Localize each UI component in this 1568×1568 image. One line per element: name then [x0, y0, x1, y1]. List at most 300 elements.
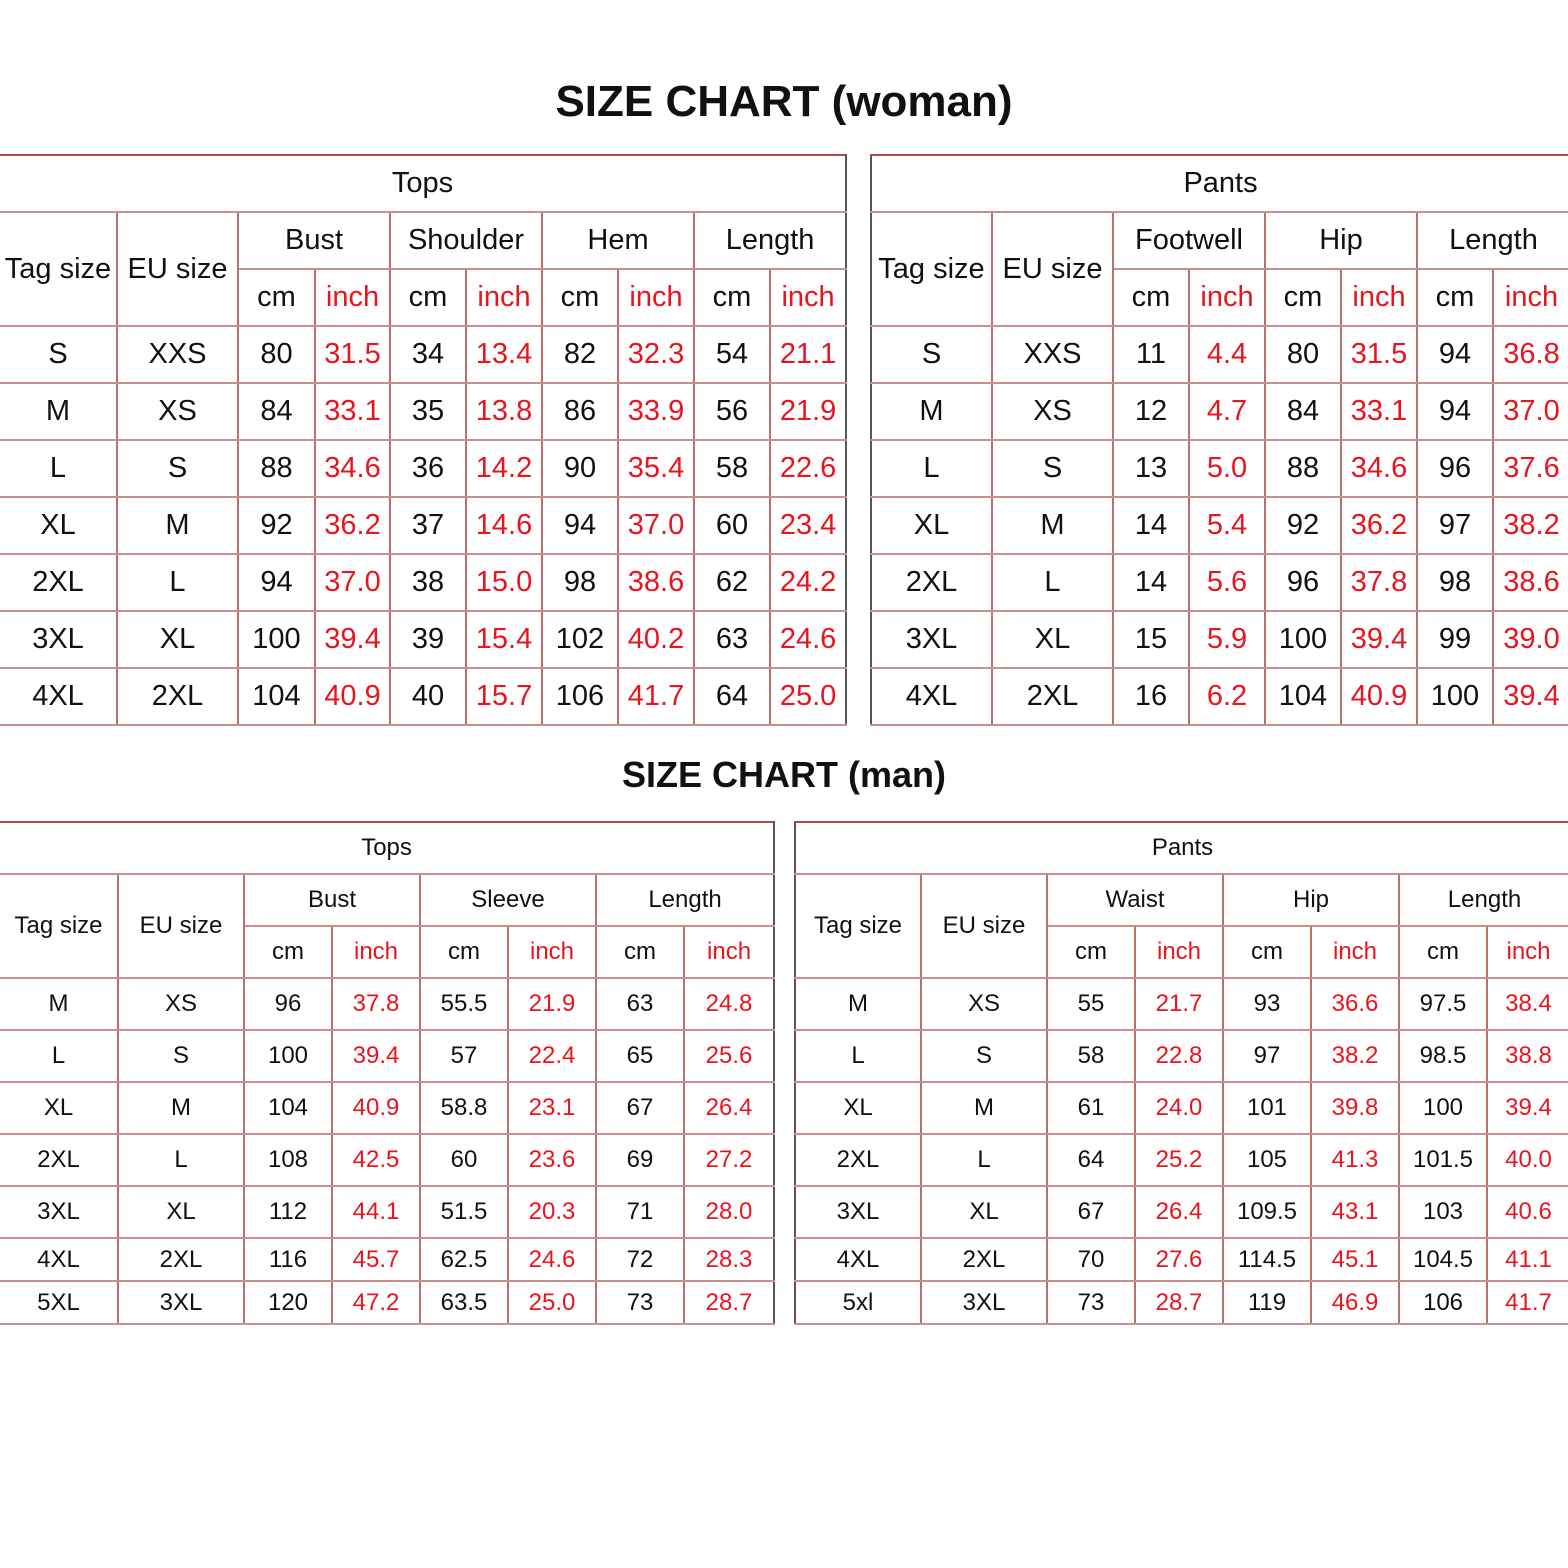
inch-value-cell: 34.6 [315, 440, 390, 497]
cm-value-cell: 108 [244, 1134, 332, 1186]
cm-value-cell: 96 [1265, 554, 1341, 611]
unit-cm: cm [1417, 269, 1493, 326]
inch-value-cell: 27.6 [1135, 1238, 1223, 1281]
cm-value-cell: 60 [420, 1134, 508, 1186]
cm-value-cell: 80 [238, 326, 315, 383]
inch-value-cell: 5.0 [1189, 440, 1265, 497]
group-header-length: Length [1417, 212, 1568, 269]
group-header-hip: Hip [1265, 212, 1417, 269]
cm-value-cell: 51.5 [420, 1186, 508, 1238]
cm-value-cell: 61 [1047, 1082, 1135, 1134]
cm-value-cell: 104 [238, 668, 315, 725]
unit-inch: inch [1341, 269, 1417, 326]
unit-cm: cm [420, 926, 508, 978]
eu-size-header: EU size [118, 874, 244, 978]
inch-value-cell: 22.8 [1135, 1030, 1223, 1082]
eu-size-header: EU size [992, 212, 1113, 326]
inch-value-cell: 26.4 [1135, 1186, 1223, 1238]
cm-value-cell: 94 [1417, 383, 1493, 440]
inch-value-cell: 40.0 [1487, 1134, 1568, 1186]
inch-value-cell: 21.7 [1135, 978, 1223, 1030]
inch-value-cell: 44.1 [332, 1186, 420, 1238]
cm-value-cell: 11 [1113, 326, 1189, 383]
tag-size-cell: 3XL [871, 611, 992, 668]
tag-size-header: Tag size [871, 212, 992, 326]
tag-size-cell: S [0, 326, 117, 383]
unit-inch: inch [332, 926, 420, 978]
cm-value-cell: 90 [542, 440, 618, 497]
eu-size-cell: M [992, 497, 1113, 554]
inch-value-cell: 33.1 [1341, 383, 1417, 440]
inch-value-cell: 5.6 [1189, 554, 1265, 611]
tag-size-cell: 5xl [795, 1281, 921, 1324]
table-row [0, 611, 846, 668]
eu-size-cell: S [118, 1030, 244, 1082]
unit-cm: cm [390, 269, 466, 326]
table-row [0, 1030, 774, 1082]
cm-value-cell: 62 [694, 554, 770, 611]
table-row [871, 497, 1568, 554]
inch-value-cell: 33.9 [618, 383, 694, 440]
cm-value-cell: 88 [238, 440, 315, 497]
inch-value-cell: 39.4 [315, 611, 390, 668]
eu-size-cell: S [992, 440, 1113, 497]
inch-value-cell: 20.3 [508, 1186, 596, 1238]
inch-value-cell: 27.2 [684, 1134, 774, 1186]
inch-value-cell: 24.2 [770, 554, 846, 611]
unit-inch: inch [1311, 926, 1399, 978]
table-row [0, 1082, 774, 1134]
table-row [795, 1238, 1568, 1281]
cm-value-cell: 63.5 [420, 1281, 508, 1324]
cm-value-cell: 35 [390, 383, 466, 440]
inch-value-cell: 40.6 [1487, 1186, 1568, 1238]
cm-value-cell: 62.5 [420, 1238, 508, 1281]
group-header-shoulder: Shoulder [390, 212, 542, 269]
eu-size-cell: 2XL [117, 668, 238, 725]
inch-value-cell: 24.6 [770, 611, 846, 668]
tag-size-cell: XL [0, 1082, 118, 1134]
inch-value-cell: 28.3 [684, 1238, 774, 1281]
cm-value-cell: 119 [1223, 1281, 1311, 1324]
cm-value-cell: 13 [1113, 440, 1189, 497]
cm-value-cell: 100 [1417, 668, 1493, 725]
cm-value-cell: 69 [596, 1134, 684, 1186]
cm-value-cell: 94 [1417, 326, 1493, 383]
man-tops-table [0, 821, 775, 1325]
tag-size-cell: L [0, 440, 117, 497]
cm-value-cell: 93 [1223, 978, 1311, 1030]
eu-size-cell: XS [118, 978, 244, 1030]
cm-value-cell: 106 [542, 668, 618, 725]
inch-value-cell: 33.1 [315, 383, 390, 440]
tag-size-header: Tag size [0, 212, 117, 326]
cm-value-cell: 97.5 [1399, 978, 1487, 1030]
unit-inch: inch [1135, 926, 1223, 978]
table-row [871, 326, 1568, 383]
cm-value-cell: 60 [694, 497, 770, 554]
inch-value-cell: 39.8 [1311, 1082, 1399, 1134]
group-header-bust: Bust [244, 874, 420, 926]
tag-size-header: Tag size [795, 874, 921, 978]
unit-inch: inch [618, 269, 694, 326]
table-row [795, 1030, 1568, 1082]
cm-value-cell: 96 [244, 978, 332, 1030]
eu-size-cell: L [921, 1134, 1047, 1186]
cm-value-cell: 56 [694, 383, 770, 440]
cm-value-cell: 97 [1417, 497, 1493, 554]
cm-value-cell: 57 [420, 1030, 508, 1082]
inch-value-cell: 40.2 [618, 611, 694, 668]
cm-value-cell: 38 [390, 554, 466, 611]
eu-size-cell: L [118, 1134, 244, 1186]
inch-value-cell: 38.6 [1493, 554, 1568, 611]
group-header-hip: Hip [1223, 874, 1399, 926]
cm-value-cell: 103 [1399, 1186, 1487, 1238]
group-header-hem: Hem [542, 212, 694, 269]
inch-value-cell: 31.5 [1341, 326, 1417, 383]
cm-value-cell: 94 [542, 497, 618, 554]
tag-size-cell: XL [871, 497, 992, 554]
inch-value-cell: 15.7 [466, 668, 542, 725]
inch-value-cell: 5.4 [1189, 497, 1265, 554]
table-row [0, 440, 846, 497]
inch-value-cell: 14.6 [466, 497, 542, 554]
cm-value-cell: 58.8 [420, 1082, 508, 1134]
inch-value-cell: 41.3 [1311, 1134, 1399, 1186]
cm-value-cell: 54 [694, 326, 770, 383]
inch-value-cell: 39.4 [1493, 668, 1568, 725]
unit-inch: inch [770, 269, 846, 326]
cm-value-cell: 64 [694, 668, 770, 725]
tag-size-cell: 2XL [795, 1134, 921, 1186]
cm-value-cell: 14 [1113, 554, 1189, 611]
cm-value-cell: 116 [244, 1238, 332, 1281]
unit-cm: cm [238, 269, 315, 326]
cm-value-cell: 67 [1047, 1186, 1135, 1238]
eu-size-cell: L [117, 554, 238, 611]
cm-value-cell: 72 [596, 1238, 684, 1281]
inch-value-cell: 32.3 [618, 326, 694, 383]
cm-value-cell: 82 [542, 326, 618, 383]
eu-size-cell: XS [117, 383, 238, 440]
inch-value-cell: 4.7 [1189, 383, 1265, 440]
inch-value-cell: 38.2 [1493, 497, 1568, 554]
inch-value-cell: 28.7 [684, 1281, 774, 1324]
inch-value-cell: 6.2 [1189, 668, 1265, 725]
cm-value-cell: 58 [694, 440, 770, 497]
inch-value-cell: 21.1 [770, 326, 846, 383]
tag-size-cell: 2XL [871, 554, 992, 611]
eu-size-cell: M [921, 1082, 1047, 1134]
eu-size-header: EU size [117, 212, 238, 326]
cm-value-cell: 14 [1113, 497, 1189, 554]
tag-size-cell: L [871, 440, 992, 497]
eu-size-cell: M [117, 497, 238, 554]
inch-value-cell: 39.4 [1487, 1082, 1568, 1134]
inch-value-cell: 40.9 [332, 1082, 420, 1134]
group-header-footwell: Footwell [1113, 212, 1265, 269]
tag-size-header: Tag size [0, 874, 118, 978]
cm-value-cell: 104 [244, 1082, 332, 1134]
cm-value-cell: 98 [542, 554, 618, 611]
eu-size-cell: XL [118, 1186, 244, 1238]
group-header-length: Length [1399, 874, 1568, 926]
tag-size-cell: L [795, 1030, 921, 1082]
cm-value-cell: 80 [1265, 326, 1341, 383]
tag-size-cell: 3XL [0, 611, 117, 668]
group-header-sleeve: Sleeve [420, 874, 596, 926]
woman-chart-title: SIZE CHART (woman) [555, 77, 1013, 126]
tag-size-cell: XL [795, 1082, 921, 1134]
tag-size-cell: 4XL [795, 1238, 921, 1281]
table-row [0, 497, 846, 554]
cm-value-cell: 104.5 [1399, 1238, 1487, 1281]
inch-value-cell: 24.8 [684, 978, 774, 1030]
table-row [0, 668, 846, 725]
eu-size-cell: 2XL [118, 1238, 244, 1281]
inch-value-cell: 37.8 [332, 978, 420, 1030]
inch-value-cell: 23.4 [770, 497, 846, 554]
table-row [795, 1134, 1568, 1186]
cm-value-cell: 100 [244, 1030, 332, 1082]
eu-size-cell: XL [992, 611, 1113, 668]
inch-value-cell: 25.2 [1135, 1134, 1223, 1186]
table-row [871, 668, 1568, 725]
tag-size-cell: M [795, 978, 921, 1030]
eu-size-cell: XXS [117, 326, 238, 383]
eu-size-cell: XL [921, 1186, 1047, 1238]
table-row [871, 383, 1568, 440]
cm-value-cell: 97 [1223, 1030, 1311, 1082]
inch-value-cell: 40.9 [315, 668, 390, 725]
table-row [0, 1281, 774, 1324]
inch-value-cell: 15.0 [466, 554, 542, 611]
inch-value-cell: 39.4 [332, 1030, 420, 1082]
inch-value-cell: 45.1 [1311, 1238, 1399, 1281]
group-header-waist: Waist [1047, 874, 1223, 926]
unit-cm: cm [244, 926, 332, 978]
cm-value-cell: 100 [1265, 611, 1341, 668]
unit-cm: cm [596, 926, 684, 978]
inch-value-cell: 36.2 [1341, 497, 1417, 554]
table-row [0, 383, 846, 440]
inch-value-cell: 38.4 [1487, 978, 1568, 1030]
tag-size-cell: 4XL [0, 1238, 118, 1281]
woman-tops-table [0, 154, 847, 726]
tag-size-cell: 2XL [0, 554, 117, 611]
inch-value-cell: 36.2 [315, 497, 390, 554]
eu-size-cell: XL [117, 611, 238, 668]
inch-value-cell: 39.4 [1341, 611, 1417, 668]
table-row [795, 1281, 1568, 1324]
inch-value-cell: 5.9 [1189, 611, 1265, 668]
tag-size-cell: 5XL [0, 1281, 118, 1324]
eu-size-header: EU size [921, 874, 1047, 978]
cm-value-cell: 34 [390, 326, 466, 383]
cm-value-cell: 65 [596, 1030, 684, 1082]
section-header: Tops [0, 822, 774, 874]
cm-value-cell: 100 [238, 611, 315, 668]
table-row [0, 1238, 774, 1281]
cm-value-cell: 71 [596, 1186, 684, 1238]
unit-cm: cm [542, 269, 618, 326]
eu-size-cell: XS [992, 383, 1113, 440]
cm-value-cell: 63 [694, 611, 770, 668]
cm-value-cell: 36 [390, 440, 466, 497]
table-row [795, 1186, 1568, 1238]
unit-inch: inch [508, 926, 596, 978]
group-header-length: Length [596, 874, 774, 926]
eu-size-cell: 3XL [118, 1281, 244, 1324]
inch-value-cell: 22.6 [770, 440, 846, 497]
inch-value-cell: 45.7 [332, 1238, 420, 1281]
eu-size-cell: S [117, 440, 238, 497]
man-pants-table [794, 821, 1568, 1325]
cm-value-cell: 106 [1399, 1281, 1487, 1324]
cm-value-cell: 92 [238, 497, 315, 554]
unit-cm: cm [1113, 269, 1189, 326]
section-header: Pants [871, 155, 1568, 212]
inch-value-cell: 39.0 [1493, 611, 1568, 668]
inch-value-cell: 37.8 [1341, 554, 1417, 611]
inch-value-cell: 40.9 [1341, 668, 1417, 725]
inch-value-cell: 43.1 [1311, 1186, 1399, 1238]
inch-value-cell: 25.0 [770, 668, 846, 725]
cm-value-cell: 100 [1399, 1082, 1487, 1134]
unit-cm: cm [1399, 926, 1487, 978]
group-header-length: Length [694, 212, 846, 269]
man-chart-title: SIZE CHART (man) [622, 754, 946, 795]
group-header-bust: Bust [238, 212, 390, 269]
inch-value-cell: 26.4 [684, 1082, 774, 1134]
tag-size-cell: 4XL [0, 668, 117, 725]
inch-value-cell: 37.0 [618, 497, 694, 554]
inch-value-cell: 14.2 [466, 440, 542, 497]
table-row [0, 554, 846, 611]
cm-value-cell: 120 [244, 1281, 332, 1324]
tag-size-cell: M [0, 978, 118, 1030]
table-row [871, 554, 1568, 611]
inch-value-cell: 15.4 [466, 611, 542, 668]
tag-size-cell: 3XL [795, 1186, 921, 1238]
cm-value-cell: 39 [390, 611, 466, 668]
cm-value-cell: 84 [238, 383, 315, 440]
cm-value-cell: 37 [390, 497, 466, 554]
inch-value-cell: 41.1 [1487, 1238, 1568, 1281]
inch-value-cell: 25.0 [508, 1281, 596, 1324]
tag-size-cell: 4XL [871, 668, 992, 725]
cm-value-cell: 109.5 [1223, 1186, 1311, 1238]
unit-cm: cm [1047, 926, 1135, 978]
eu-size-cell: XS [921, 978, 1047, 1030]
cm-value-cell: 64 [1047, 1134, 1135, 1186]
cm-value-cell: 55 [1047, 978, 1135, 1030]
inch-value-cell: 37.0 [315, 554, 390, 611]
eu-size-cell: 2XL [992, 668, 1113, 725]
cm-value-cell: 63 [596, 978, 684, 1030]
unit-cm: cm [1223, 926, 1311, 978]
inch-value-cell: 47.2 [332, 1281, 420, 1324]
inch-value-cell: 23.1 [508, 1082, 596, 1134]
cm-value-cell: 92 [1265, 497, 1341, 554]
inch-value-cell: 25.6 [684, 1030, 774, 1082]
eu-size-cell: M [118, 1082, 244, 1134]
cm-value-cell: 105 [1223, 1134, 1311, 1186]
inch-value-cell: 46.9 [1311, 1281, 1399, 1324]
tag-size-cell: XL [0, 497, 117, 554]
cm-value-cell: 86 [542, 383, 618, 440]
tag-size-cell: 3XL [0, 1186, 118, 1238]
tag-size-cell: L [0, 1030, 118, 1082]
inch-value-cell: 21.9 [770, 383, 846, 440]
table-row [0, 1186, 774, 1238]
unit-inch: inch [1493, 269, 1568, 326]
table-row [0, 326, 846, 383]
inch-value-cell: 31.5 [315, 326, 390, 383]
cm-value-cell: 96 [1417, 440, 1493, 497]
inch-value-cell: 41.7 [618, 668, 694, 725]
table-row [795, 1082, 1568, 1134]
unit-inch: inch [1487, 926, 1568, 978]
inch-value-cell: 42.5 [332, 1134, 420, 1186]
table-row [0, 1134, 774, 1186]
cm-value-cell: 70 [1047, 1238, 1135, 1281]
cm-value-cell: 58 [1047, 1030, 1135, 1082]
eu-size-cell: S [921, 1030, 1047, 1082]
eu-size-cell: L [992, 554, 1113, 611]
inch-value-cell: 37.6 [1493, 440, 1568, 497]
cm-value-cell: 88 [1265, 440, 1341, 497]
inch-value-cell: 35.4 [618, 440, 694, 497]
tag-size-cell: 2XL [0, 1134, 118, 1186]
inch-value-cell: 36.8 [1493, 326, 1568, 383]
cm-value-cell: 12 [1113, 383, 1189, 440]
woman-pants-table [870, 154, 1568, 726]
section-header: Pants [795, 822, 1568, 874]
unit-inch: inch [315, 269, 390, 326]
cm-value-cell: 73 [1047, 1281, 1135, 1324]
unit-cm: cm [1265, 269, 1341, 326]
cm-value-cell: 73 [596, 1281, 684, 1324]
inch-value-cell: 36.6 [1311, 978, 1399, 1030]
cm-value-cell: 101 [1223, 1082, 1311, 1134]
cm-value-cell: 94 [238, 554, 315, 611]
inch-value-cell: 24.6 [508, 1238, 596, 1281]
unit-inch: inch [466, 269, 542, 326]
cm-value-cell: 84 [1265, 383, 1341, 440]
inch-value-cell: 34.6 [1341, 440, 1417, 497]
tag-size-cell: M [871, 383, 992, 440]
cm-value-cell: 114.5 [1223, 1238, 1311, 1281]
table-row [871, 440, 1568, 497]
cm-value-cell: 99 [1417, 611, 1493, 668]
inch-value-cell: 21.9 [508, 978, 596, 1030]
cm-value-cell: 112 [244, 1186, 332, 1238]
inch-value-cell: 22.4 [508, 1030, 596, 1082]
table-row [795, 978, 1568, 1030]
cm-value-cell: 98.5 [1399, 1030, 1487, 1082]
inch-value-cell: 28.0 [684, 1186, 774, 1238]
unit-inch: inch [1189, 269, 1265, 326]
inch-value-cell: 38.8 [1487, 1030, 1568, 1082]
cm-value-cell: 98 [1417, 554, 1493, 611]
inch-value-cell: 38.2 [1311, 1030, 1399, 1082]
tag-size-cell: M [0, 383, 117, 440]
cm-value-cell: 67 [596, 1082, 684, 1134]
eu-size-cell: 2XL [921, 1238, 1047, 1281]
eu-size-cell: XXS [992, 326, 1113, 383]
